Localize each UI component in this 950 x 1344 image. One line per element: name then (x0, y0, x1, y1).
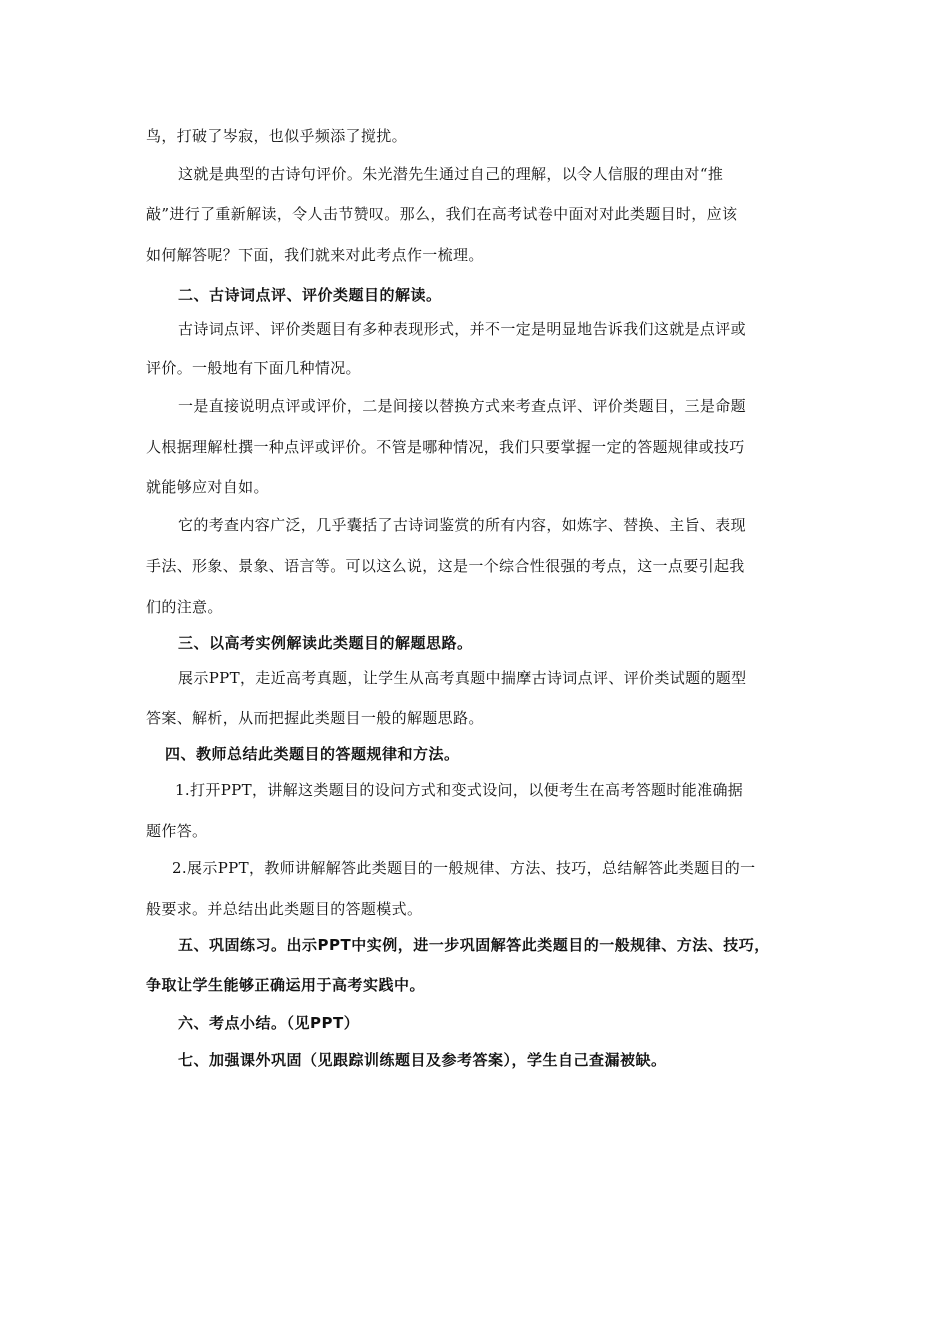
paragraph-line: 人根据理解杜撰一种点评或评价。不管是哪种情况，我们只要掌握一定的答题规律或技巧 (146, 438, 745, 456)
paragraph-line: 鸟，打破了岑寂，也似乎频添了搅扰。 (146, 127, 407, 145)
paragraph-line: 2.展示PPT，教师讲解解答此类题目的一般规律、方法、技巧，总结解答此类题目的一 (172, 859, 756, 877)
paragraph-line: 题作答。 (146, 822, 208, 840)
section-heading: 三、以高考实例解读此类题目的解题思路。 (178, 634, 473, 652)
paragraph-line: 们的注意。 (146, 598, 223, 616)
paragraph-line: 这就是典型的古诗句评价。朱光潜先生通过自己的理解，以令人信服的理由对“推 (178, 165, 724, 183)
paragraph-line: 一是直接说明点评或评价，二是间接以替换方式来考查点评、评价类题目，三是命题 (178, 397, 746, 415)
section-heading: 五、巩固练习。出示PPT中实例，进一步巩固解答此类题目的一般规律、方法、技巧， (178, 936, 770, 954)
paragraph-line: 它的考查内容广泛，几乎囊括了古诗词鉴赏的所有内容，如炼字、替换、主旨、表现 (178, 516, 746, 534)
section-heading: 七、加强课外巩固（见跟踪训练题目及参考答案），学生自己查漏被缺。 (178, 1051, 667, 1069)
paragraph-line: 展示PPT，走近高考真题，让学生从高考真题中揣摩古诗词点评、评价类试题的题型 (178, 669, 747, 687)
paragraph-line: 手法、形象、景象、语言等。可以这么说，这是一个综合性很强的考点，这一点要引起我 (146, 557, 745, 575)
section-heading: 争取让学生能够正确运用于高考实践中。 (146, 976, 426, 994)
paragraph-line: 般要求。并总结出此类题目的答题模式。 (146, 900, 423, 918)
section-heading: 四、教师总结此类题目的答题规律和方法。 (165, 745, 460, 763)
section-heading: 二、古诗词点评、评价类题目的解读。 (178, 286, 442, 304)
paragraph-line: 敲”进行了重新解读，令人击节赞叹。那么，我们在高考试卷中面对对此类题目时，应该 (146, 205, 738, 223)
paragraph-line: 评价。一般地有下面几种情况。 (146, 359, 361, 377)
paragraph-line: 就能够应对自如。 (146, 478, 269, 496)
paragraph-line: 古诗词点评、评价类题目有多种表现形式，并不一定是明显地告诉我们这就是点评或 (178, 320, 746, 338)
paragraph-line: 答案、解析，从而把握此类题目一般的解题思路。 (146, 709, 484, 727)
section-heading: 六、考点小结。（见PPT） (178, 1014, 360, 1032)
paragraph-line: 如何解答呢？下面，我们就来对此考点作一梳理。 (146, 246, 484, 264)
paragraph-line: 1.打开PPT，讲解这类题目的设问方式和变式设问，以便考生在高考答题时能准确据 (175, 781, 744, 799)
